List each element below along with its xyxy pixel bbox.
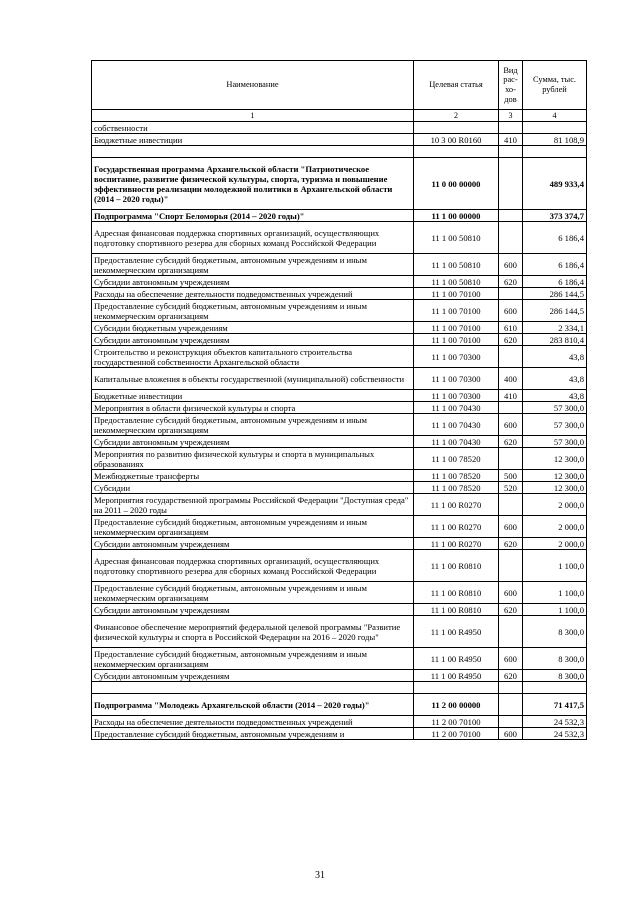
row-name-cell: Бюджетные инвестиции xyxy=(92,134,414,146)
table-row xyxy=(92,346,587,368)
spacer-row xyxy=(92,682,587,694)
header-row xyxy=(92,61,587,110)
row-expense-type-cell xyxy=(499,448,523,470)
row-amount-cell: 81 108,9 xyxy=(523,134,587,146)
row-name-cell: Бюджетные инвестиции xyxy=(92,390,414,402)
row-name-cell: Субсидии автономным учреждениям xyxy=(92,334,414,346)
header-article: Целевая статья xyxy=(414,61,499,110)
row-article-cell: 11 1 00 70300 xyxy=(414,368,499,390)
row-expense-type-cell: 620 xyxy=(499,436,523,448)
row-article-cell: 11 1 00 R0810 xyxy=(414,550,499,582)
row-amount-cell: 24 532,3 xyxy=(523,716,587,728)
row-article-cell: 11 1 00 78520 xyxy=(414,448,499,470)
row-expense-type-cell: 600 xyxy=(499,414,523,436)
row-article-cell: 11 0 00 00000 xyxy=(414,158,499,210)
row-expense-type-cell: 410 xyxy=(499,390,523,402)
row-expense-type-cell: 600 xyxy=(499,648,523,670)
row-expense-type-cell xyxy=(499,494,523,516)
table-row xyxy=(92,368,587,390)
table-row xyxy=(92,716,587,728)
row-expense-type-cell xyxy=(499,694,523,716)
row-amount-cell: 2 000,0 xyxy=(523,516,587,538)
row-name-cell: Субсидии автономным учреждениям xyxy=(92,538,414,550)
row-expense-type-cell: 620 xyxy=(499,670,523,682)
budget-table xyxy=(91,60,587,740)
row-name-cell: Предоставление субсидий бюджетным, автономным учреждениям и иным некоммерческим организациям xyxy=(92,254,414,276)
row-amount-cell: 1 100,0 xyxy=(523,550,587,582)
row-expense-type-cell xyxy=(499,158,523,210)
column-number: 3 xyxy=(499,110,523,122)
table-row xyxy=(92,210,587,222)
row-article-cell: 11 1 00 70300 xyxy=(414,390,499,402)
row-article-cell: 11 1 00 R4950 xyxy=(414,616,499,648)
table-row xyxy=(92,550,587,582)
row-expense-type-cell: 400 xyxy=(499,368,523,390)
row-amount-cell: 489 933,4 xyxy=(523,158,587,210)
row-name-cell: Субсидии автономным учреждениям xyxy=(92,276,414,288)
row-expense-type-cell: 600 xyxy=(499,254,523,276)
row-article-cell: 11 1 00 R4950 xyxy=(414,648,499,670)
row-name-cell: Подпрограмма "Молодежь Архангельской области (2014 – 2020 годы)" xyxy=(92,694,414,716)
row-expense-type-cell: 600 xyxy=(499,728,523,740)
table-row xyxy=(92,604,587,616)
table-row xyxy=(92,390,587,402)
empty-cell xyxy=(414,146,499,158)
row-amount-cell: 373 374,7 xyxy=(523,210,587,222)
row-article-cell: 11 1 00 70100 xyxy=(414,288,499,300)
empty-cell xyxy=(523,146,587,158)
table-body xyxy=(92,122,587,740)
row-name-cell: Адресная финансовая поддержка спортивных организаций, осуществляющих подготовку спортивного резерва для сборных команд Российской Федерации xyxy=(92,222,414,254)
row-name-cell: Предоставление субсидий бюджетным, автономным учреждениям и иным некоммерческим организациям xyxy=(92,414,414,436)
row-amount-cell: 57 300,0 xyxy=(523,436,587,448)
row-name-cell: Субсидии автономным учреждениям xyxy=(92,604,414,616)
row-amount-cell: 1 100,0 xyxy=(523,604,587,616)
table-row xyxy=(92,516,587,538)
page-number: 31 xyxy=(315,870,325,881)
row-name-cell: Предоставление субсидий бюджетным, автономным учреждениям и xyxy=(92,728,414,740)
table-row xyxy=(92,694,587,716)
row-article-cell: 11 1 00 R0270 xyxy=(414,538,499,550)
row-name-cell: Предоставление субсидий бюджетным, автономным учреждениям и иным некоммерческим организациям xyxy=(92,648,414,670)
row-name-cell: Субсидии автономным учреждениям xyxy=(92,670,414,682)
row-article-cell: 11 1 00 R4950 xyxy=(414,670,499,682)
row-amount-cell: 43,8 xyxy=(523,368,587,390)
row-name-cell: Субсидии xyxy=(92,482,414,494)
row-name-cell: Предоставление субсидий бюджетным, автономным учреждениям и иным некоммерческим организациям xyxy=(92,582,414,604)
row-expense-type-cell xyxy=(499,716,523,728)
empty-cell xyxy=(523,682,587,694)
row-name-cell: собственности xyxy=(92,122,414,134)
row-article-cell: 11 2 00 70100 xyxy=(414,716,499,728)
row-expense-type-cell xyxy=(499,402,523,414)
row-article-cell: 11 1 00 R0810 xyxy=(414,604,499,616)
table-row xyxy=(92,414,587,436)
row-amount-cell: 12 300,0 xyxy=(523,448,587,470)
row-expense-type-cell xyxy=(499,222,523,254)
row-amount-cell: 8 300,0 xyxy=(523,648,587,670)
empty-cell xyxy=(92,682,414,694)
row-expense-type-cell xyxy=(499,550,523,582)
row-article-cell: 11 1 00 70430 xyxy=(414,402,499,414)
row-name-cell: Строительство и реконструкция объектов капитального строительства государственной собственности Архангельской области xyxy=(92,346,414,368)
row-amount-cell: 43,8 xyxy=(523,346,587,368)
table-row xyxy=(92,616,587,648)
row-expense-type-cell: 520 xyxy=(499,482,523,494)
row-article-cell: 11 2 00 70100 xyxy=(414,728,499,740)
row-expense-type-cell: 620 xyxy=(499,604,523,616)
row-expense-type-cell: 600 xyxy=(499,300,523,322)
row-article-cell: 11 1 00 70100 xyxy=(414,322,499,334)
row-amount-cell: 286 144,5 xyxy=(523,300,587,322)
row-expense-type-cell: 610 xyxy=(499,322,523,334)
table-row xyxy=(92,582,587,604)
row-article-cell: 11 1 00 R0270 xyxy=(414,494,499,516)
row-amount-cell: 6 186,4 xyxy=(523,254,587,276)
table-row xyxy=(92,288,587,300)
row-expense-type-cell: 410 xyxy=(499,134,523,146)
table-row xyxy=(92,728,587,740)
row-article-cell: 11 1 00 50810 xyxy=(414,254,499,276)
row-article-cell: 11 1 00 70430 xyxy=(414,436,499,448)
table-row xyxy=(92,670,587,682)
row-article-cell: 11 1 00 50810 xyxy=(414,276,499,288)
row-article-cell xyxy=(414,122,499,134)
table-row xyxy=(92,222,587,254)
row-amount-cell: 6 186,4 xyxy=(523,276,587,288)
row-expense-type-cell: 620 xyxy=(499,276,523,288)
row-name-cell: Предоставление субсидий бюджетным, автономным учреждениям и иным некоммерческим организациям xyxy=(92,516,414,538)
row-name-cell: Государственная программа Архангельской области "Патриотическое воспитание, развитие физической культуры, спорта, туризма и повышение эффективности реализации молодежной политики в Архангельской области (2014 – 2020 годы)" xyxy=(92,158,414,210)
row-expense-type-cell: 600 xyxy=(499,516,523,538)
row-name-cell: Мероприятия в области физической культуры и спорта xyxy=(92,402,414,414)
row-name-cell: Предоставление субсидий бюджетным, автономным учреждениям и иным некоммерческим организациям xyxy=(92,300,414,322)
row-amount-cell: 24 532,3 xyxy=(523,728,587,740)
row-amount-cell: 57 300,0 xyxy=(523,402,587,414)
row-amount-cell: 2 000,0 xyxy=(523,494,587,516)
row-expense-type-cell: 600 xyxy=(499,582,523,604)
row-amount-cell: 1 100,0 xyxy=(523,582,587,604)
table-row xyxy=(92,276,587,288)
row-article-cell: 11 1 00 R0270 xyxy=(414,516,499,538)
column-number: 2 xyxy=(414,110,499,122)
row-name-cell: Адресная финансовая поддержка спортивных организаций, осуществляющих подготовку спортивного резерва для сборных команд Российской Федерации xyxy=(92,550,414,582)
row-article-cell: 11 2 00 00000 xyxy=(414,694,499,716)
header-expense-type: Вид рас-хо-дов xyxy=(499,61,523,110)
empty-cell xyxy=(499,682,523,694)
table-row xyxy=(92,470,587,482)
row-expense-type-cell xyxy=(499,288,523,300)
table-row xyxy=(92,322,587,334)
empty-cell xyxy=(92,146,414,158)
row-name-cell: Мероприятия по развитию физической культуры и спорта в муниципальных образованиях xyxy=(92,448,414,470)
row-name-cell: Мероприятия государственной программы Российской Федерации "Доступная среда" на 2011 – 2020 годы xyxy=(92,494,414,516)
table-row xyxy=(92,134,587,146)
row-name-cell: Капитальные вложения в объекты государственной (муниципальной) собственности xyxy=(92,368,414,390)
table-row xyxy=(92,254,587,276)
row-amount-cell: 12 300,0 xyxy=(523,470,587,482)
row-expense-type-cell xyxy=(499,346,523,368)
row-amount-cell: 8 300,0 xyxy=(523,670,587,682)
row-name-cell: Подпрограмма "Спорт Беломорья (2014 – 2020 годы)" xyxy=(92,210,414,222)
row-amount-cell xyxy=(523,122,587,134)
empty-cell xyxy=(414,682,499,694)
row-expense-type-cell: 620 xyxy=(499,538,523,550)
row-article-cell: 10 3 00 R0160 xyxy=(414,134,499,146)
row-article-cell: 11 1 00 78520 xyxy=(414,482,499,494)
column-number-row xyxy=(92,110,587,122)
row-name-cell: Субсидии автономным учреждениям xyxy=(92,436,414,448)
column-number: 4 xyxy=(523,110,587,122)
row-article-cell: 11 1 00 78520 xyxy=(414,470,499,482)
spacer-row xyxy=(92,146,587,158)
row-amount-cell: 286 144,5 xyxy=(523,288,587,300)
table-row xyxy=(92,122,587,134)
table-row xyxy=(92,402,587,414)
table-row xyxy=(92,158,587,210)
row-name-cell: Субсидии бюджетным учреждениям xyxy=(92,322,414,334)
table-row xyxy=(92,448,587,470)
row-amount-cell: 6 186,4 xyxy=(523,222,587,254)
empty-cell xyxy=(499,146,523,158)
column-number: 1 xyxy=(92,110,414,122)
header-amount: Сумма, тыс. рублей xyxy=(523,61,587,110)
row-expense-type-cell: 500 xyxy=(499,470,523,482)
table-row xyxy=(92,648,587,670)
row-name-cell: Финансовое обеспечение мероприятий федеральной целевой программы "Развитие физической культуры и спорта в Российской Федерации на 2016 – 2020 годы" xyxy=(92,616,414,648)
row-article-cell: 11 1 00 70100 xyxy=(414,300,499,322)
row-name-cell: Расходы на обеспечение деятельности подведомственных учреждений xyxy=(92,288,414,300)
table-row xyxy=(92,494,587,516)
row-expense-type-cell xyxy=(499,122,523,134)
table-row xyxy=(92,482,587,494)
row-amount-cell: 71 417,5 xyxy=(523,694,587,716)
row-amount-cell: 43,8 xyxy=(523,390,587,402)
row-article-cell: 11 1 00 50810 xyxy=(414,222,499,254)
table-row xyxy=(92,436,587,448)
row-article-cell: 11 1 00 70100 xyxy=(414,334,499,346)
header-name: Наименование xyxy=(92,61,414,110)
row-amount-cell: 283 810,4 xyxy=(523,334,587,346)
row-article-cell: 11 1 00 70300 xyxy=(414,346,499,368)
table-row xyxy=(92,334,587,346)
row-amount-cell: 2 000,0 xyxy=(523,538,587,550)
row-amount-cell: 12 300,0 xyxy=(523,482,587,494)
table-row xyxy=(92,538,587,550)
row-article-cell: 11 1 00 R0810 xyxy=(414,582,499,604)
row-expense-type-cell: 620 xyxy=(499,334,523,346)
row-expense-type-cell xyxy=(499,210,523,222)
row-amount-cell: 8 300,0 xyxy=(523,616,587,648)
row-expense-type-cell xyxy=(499,616,523,648)
row-amount-cell: 57 300,0 xyxy=(523,414,587,436)
row-article-cell: 11 1 00 00000 xyxy=(414,210,499,222)
row-article-cell: 11 1 00 70430 xyxy=(414,414,499,436)
row-name-cell: Расходы на обеспечение деятельности подведомственных учреждений xyxy=(92,716,414,728)
table-row xyxy=(92,300,587,322)
row-name-cell: Межбюджетные трансферты xyxy=(92,470,414,482)
row-amount-cell: 2 334,1 xyxy=(523,322,587,334)
